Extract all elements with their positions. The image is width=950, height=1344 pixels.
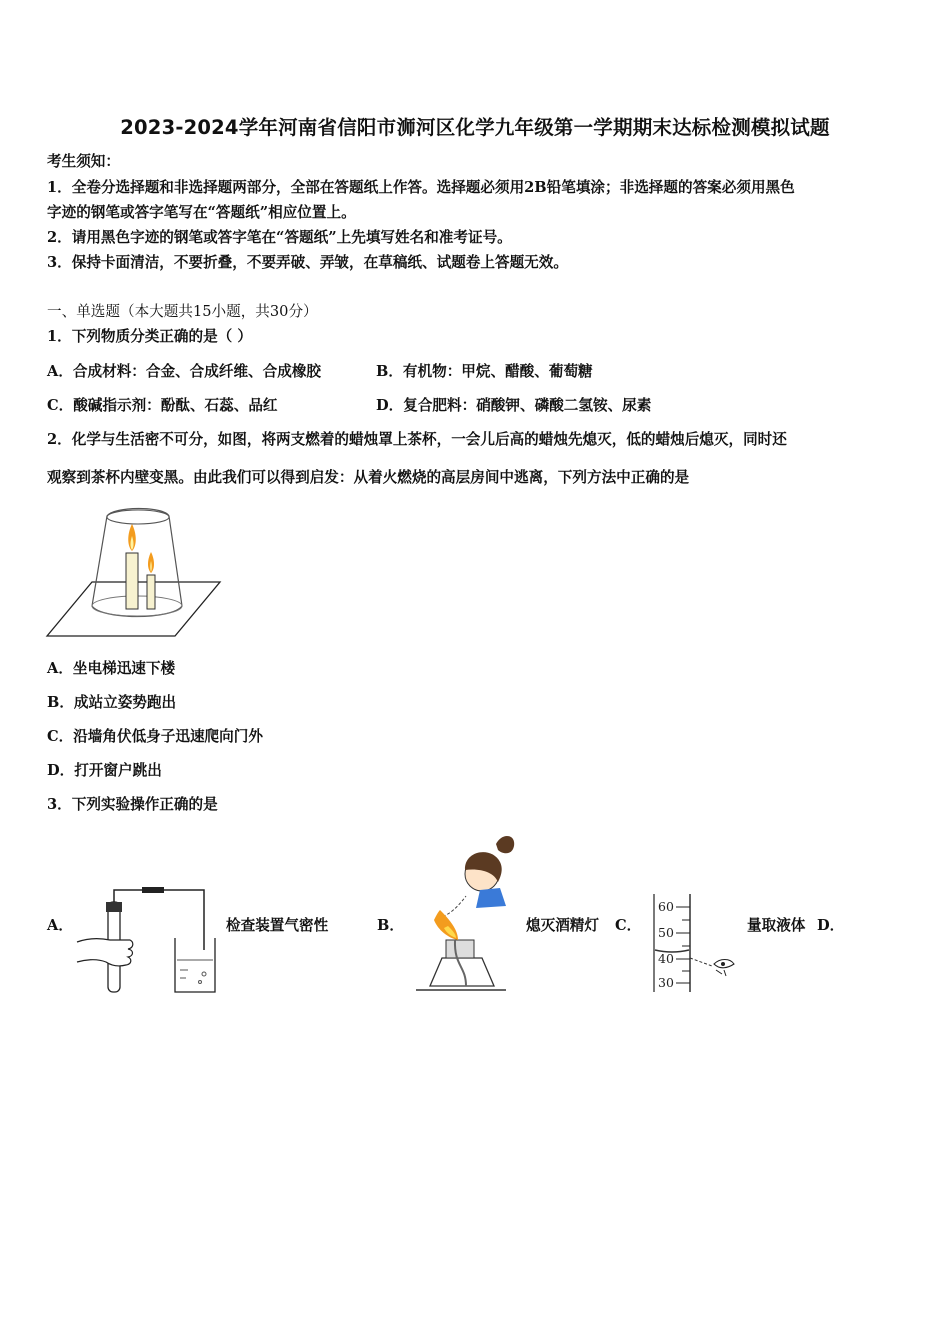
q1-option-a[interactable]: A．合成材料：合金、合成纤维、合成橡胶 xyxy=(47,363,322,380)
graduated-cylinder-figure xyxy=(652,890,742,996)
notice-item: 3．保持卡面清洁，不要折叠，不要弄破、弄皱，在草稿纸、试题卷上答题无效。 xyxy=(47,254,568,271)
q2-option-b[interactable]: B．成站立姿势跑出 xyxy=(47,694,177,711)
q1-option-d[interactable]: D．复合肥料：硝酸钾、磷酸二氢铵、尿素 xyxy=(376,397,652,414)
question-2-stem: 观察到茶杯内壁变黑。由此我们可以得到启发：从着火燃烧的高层房间中逃离，下列方法中正确的是 xyxy=(47,469,690,486)
blow-out-lamp-figure xyxy=(410,826,525,994)
airtight-check-figure xyxy=(72,882,222,996)
notice-item: 2．请用黑色字迹的钢笔或答字笔在“答题纸”上先填写姓名和准考证号。 xyxy=(47,229,512,246)
q3-option-b-letter[interactable]: B． xyxy=(377,917,404,934)
cylinder-tick-label: 50 xyxy=(658,925,674,940)
notice-item: 1．全卷分选择题和非选择题两部分，全部在答题纸上作答。选择题必须用2B铅笔填涂；非选择题的答案必须用黑色 xyxy=(47,179,795,196)
question-1-stem: 1．下列物质分类正确的是（ ） xyxy=(47,328,252,345)
cylinder-tick-label: 40 xyxy=(658,951,674,966)
candle-cup-figure xyxy=(44,498,224,640)
q3-option-a-caption: 检查装置气密性 xyxy=(226,917,329,934)
question-2-stem: 2．化学与生活密不可分，如图，将两支燃着的蜡烛罩上茶杯，一会儿后高的蜡烛先熄灭，低的蜡烛后熄灭，同时还 xyxy=(47,431,787,448)
q3-option-c-letter[interactable]: C． xyxy=(615,917,642,934)
q3-option-a-letter[interactable]: A． xyxy=(47,917,73,934)
question-3-stem: 3．下列实验操作正确的是 xyxy=(47,796,218,813)
q1-option-c[interactable]: C．酸碱指示剂：酚酞、石蕊、品红 xyxy=(47,397,278,414)
q1-option-b[interactable]: B．有机物：甲烷、醋酸、葡萄糖 xyxy=(376,363,593,380)
q2-option-a[interactable]: A．坐电梯迅速下楼 xyxy=(47,660,176,677)
q2-option-d[interactable]: D．打开窗户跳出 xyxy=(47,762,162,779)
cylinder-tick-label: 60 xyxy=(658,899,674,914)
notice-heading: 考生须知： xyxy=(47,153,120,170)
page-title: 2023-2024学年河南省信阳市浉河区化学九年级第一学期期末达标检测模拟试题 xyxy=(120,116,830,139)
notice-item: 字迹的钢笔或答字笔写在“答题纸”相应位置上。 xyxy=(47,204,356,221)
section-heading: 一、单选题（本大题共15小题，共30分） xyxy=(47,303,318,320)
cylinder-tick-label: 30 xyxy=(658,975,674,990)
q2-option-c[interactable]: C．沿墙角伏低身子迅速爬向门外 xyxy=(47,728,263,745)
q3-option-c-caption: 量取液体 xyxy=(747,917,806,934)
q3-option-b-caption: 熄灭酒精灯 xyxy=(526,917,599,934)
q3-option-d-letter[interactable]: D． xyxy=(817,917,845,934)
